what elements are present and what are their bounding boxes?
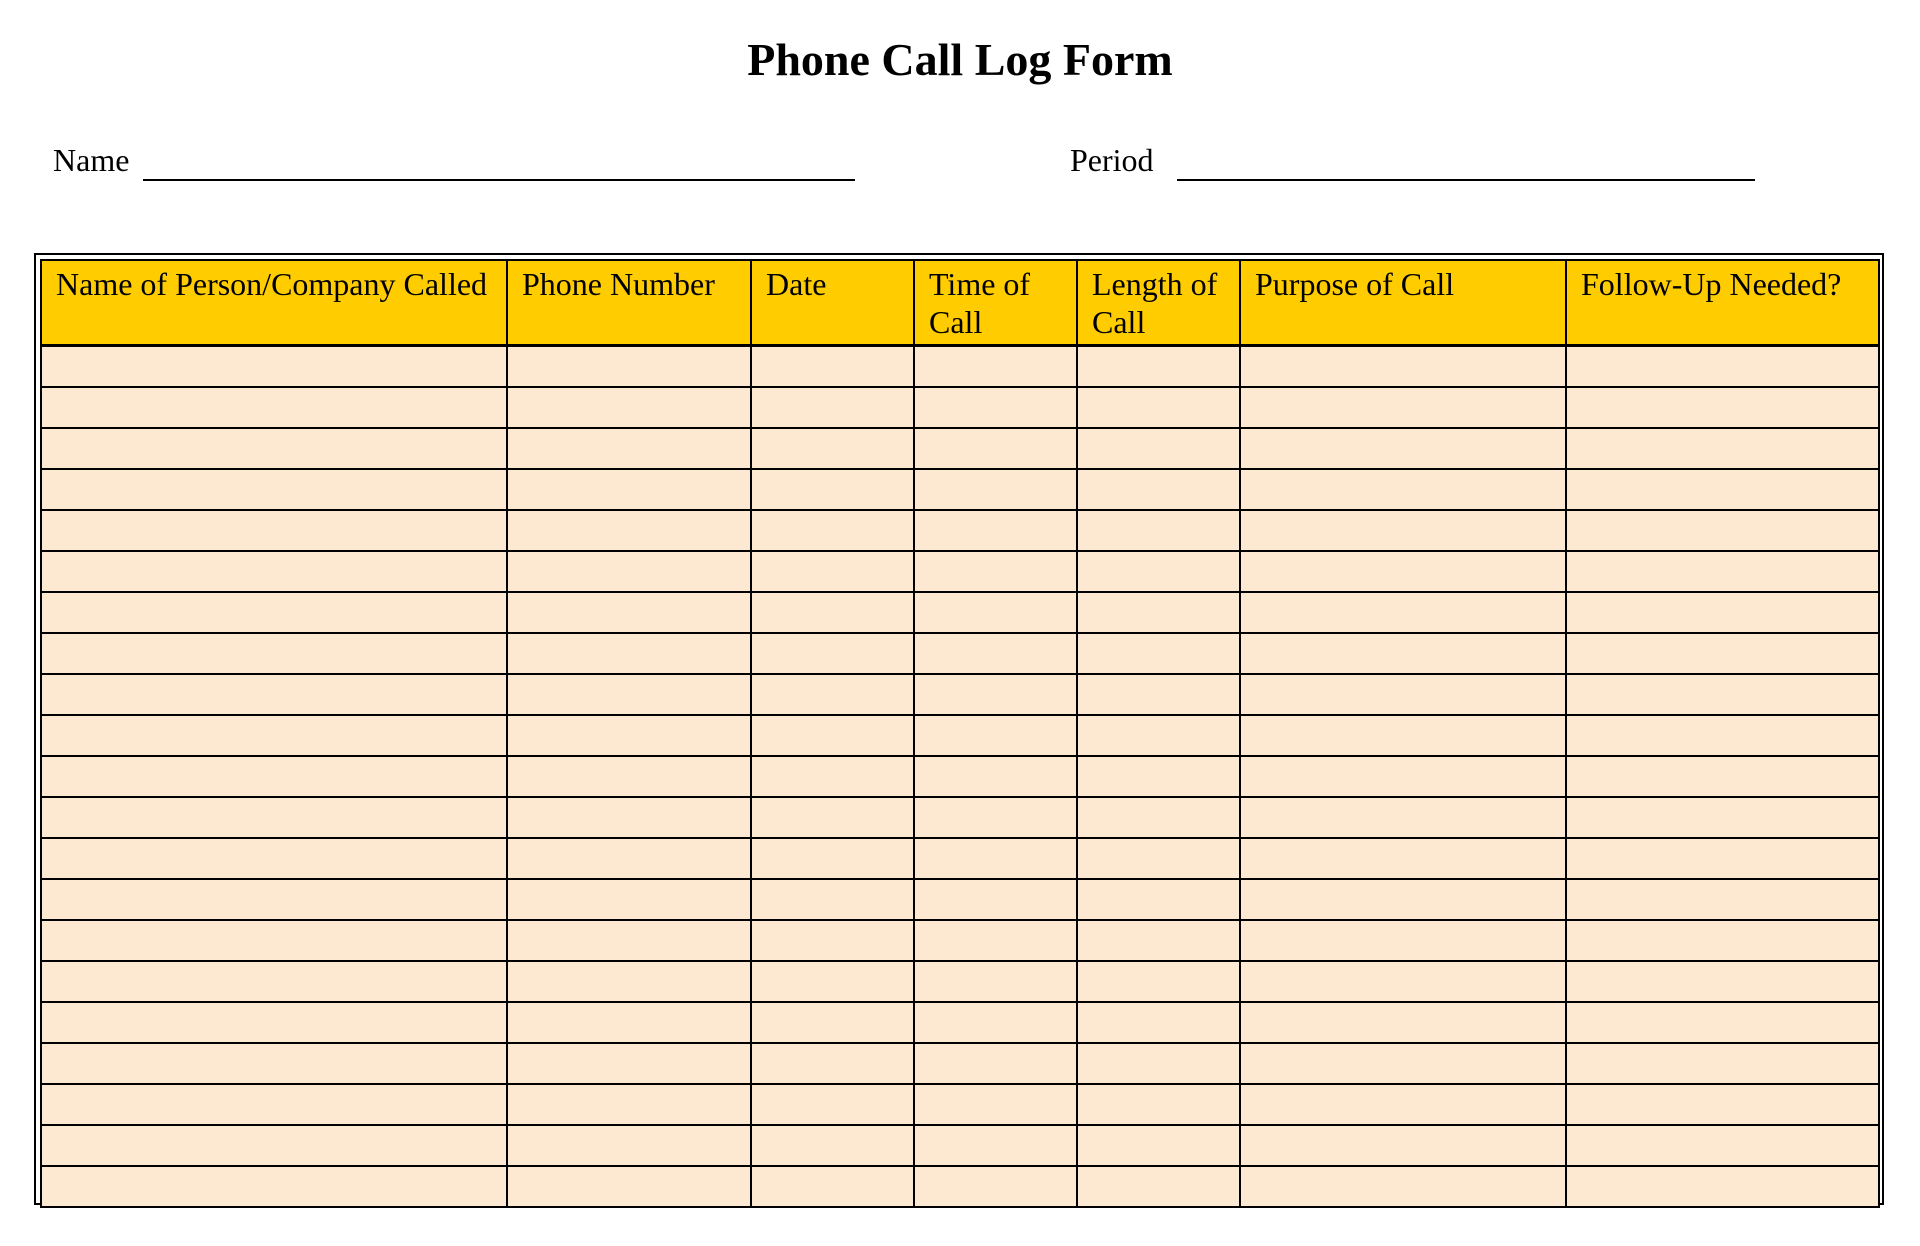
phone-cell[interactable] xyxy=(507,469,751,510)
table-row xyxy=(41,715,1879,756)
name-cell[interactable] xyxy=(41,879,507,920)
date-cell[interactable] xyxy=(751,633,914,674)
date-cell[interactable] xyxy=(751,346,914,388)
table-row xyxy=(41,428,1879,469)
time-cell[interactable] xyxy=(914,346,1077,388)
name-cell[interactable] xyxy=(41,551,507,592)
purpose-cell[interactable] xyxy=(1240,797,1566,838)
name-cell[interactable] xyxy=(41,1166,507,1207)
table-row xyxy=(41,756,1879,797)
period-label: Period xyxy=(1070,142,1154,178)
call-log-table xyxy=(40,259,1880,1208)
table-row xyxy=(41,551,1879,592)
purpose-cell[interactable] xyxy=(1240,469,1566,510)
date-cell[interactable] xyxy=(751,551,914,592)
name-cell[interactable] xyxy=(41,920,507,961)
time-cell[interactable] xyxy=(914,510,1077,551)
length-cell[interactable] xyxy=(1077,592,1240,633)
follow-up-cell[interactable] xyxy=(1566,920,1879,961)
phone-cell[interactable] xyxy=(507,756,751,797)
purpose-cell[interactable] xyxy=(1240,1043,1566,1084)
follow-up-cell[interactable] xyxy=(1566,1125,1879,1166)
table-row xyxy=(41,592,1879,633)
name-cell[interactable] xyxy=(41,387,507,428)
column-header-follow-up: Follow-Up Needed? xyxy=(1566,260,1879,346)
time-cell[interactable] xyxy=(914,674,1077,715)
follow-up-cell[interactable] xyxy=(1566,879,1879,920)
name-cell[interactable] xyxy=(41,1084,507,1125)
phone-cell[interactable] xyxy=(507,838,751,879)
name-cell[interactable] xyxy=(41,797,507,838)
follow-up-cell[interactable] xyxy=(1566,592,1879,633)
date-cell[interactable] xyxy=(751,920,914,961)
date-cell[interactable] xyxy=(751,592,914,633)
length-cell[interactable] xyxy=(1077,674,1240,715)
date-cell[interactable] xyxy=(751,1125,914,1166)
length-cell[interactable] xyxy=(1077,1084,1240,1125)
purpose-cell[interactable] xyxy=(1240,1125,1566,1166)
purpose-cell[interactable] xyxy=(1240,1002,1566,1043)
time-cell[interactable] xyxy=(914,428,1077,469)
time-cell[interactable] xyxy=(914,592,1077,633)
length-cell[interactable] xyxy=(1077,428,1240,469)
purpose-cell[interactable] xyxy=(1240,838,1566,879)
purpose-cell[interactable] xyxy=(1240,1084,1566,1125)
date-cell[interactable] xyxy=(751,715,914,756)
table-row xyxy=(41,879,1879,920)
time-cell[interactable] xyxy=(914,879,1077,920)
name-input-line[interactable] xyxy=(143,179,855,181)
purpose-cell[interactable] xyxy=(1240,920,1566,961)
time-cell[interactable] xyxy=(914,797,1077,838)
date-cell[interactable] xyxy=(751,510,914,551)
table-row xyxy=(41,387,1879,428)
length-cell[interactable] xyxy=(1077,551,1240,592)
follow-up-cell[interactable] xyxy=(1566,387,1879,428)
length-cell[interactable] xyxy=(1077,1125,1240,1166)
table-row xyxy=(41,1084,1879,1125)
purpose-cell[interactable] xyxy=(1240,1166,1566,1207)
purpose-cell[interactable] xyxy=(1240,346,1566,388)
name-cell[interactable] xyxy=(41,1043,507,1084)
name-cell[interactable] xyxy=(41,428,507,469)
length-cell[interactable] xyxy=(1077,1166,1240,1207)
time-cell[interactable] xyxy=(914,838,1077,879)
purpose-cell[interactable] xyxy=(1240,592,1566,633)
date-cell[interactable] xyxy=(751,428,914,469)
table-body xyxy=(41,346,1879,1208)
phone-cell[interactable] xyxy=(507,715,751,756)
name-cell[interactable] xyxy=(41,715,507,756)
follow-up-cell[interactable] xyxy=(1566,1166,1879,1207)
column-header-date: Date xyxy=(751,260,914,346)
purpose-cell[interactable] xyxy=(1240,715,1566,756)
page-title: Phone Call Log Form xyxy=(747,34,1173,85)
length-cell[interactable] xyxy=(1077,756,1240,797)
length-cell[interactable] xyxy=(1077,1002,1240,1043)
time-cell[interactable] xyxy=(914,1084,1077,1125)
time-cell[interactable] xyxy=(914,1125,1077,1166)
table-row xyxy=(41,346,1879,388)
follow-up-cell[interactable] xyxy=(1566,674,1879,715)
length-cell[interactable] xyxy=(1077,633,1240,674)
phone-cell[interactable] xyxy=(507,633,751,674)
name-cell[interactable] xyxy=(41,1002,507,1043)
follow-up-cell[interactable] xyxy=(1566,633,1879,674)
length-cell[interactable] xyxy=(1077,838,1240,879)
name-cell[interactable] xyxy=(41,961,507,1002)
purpose-cell[interactable] xyxy=(1240,633,1566,674)
time-cell[interactable] xyxy=(914,633,1077,674)
follow-up-cell[interactable] xyxy=(1566,715,1879,756)
name-cell[interactable] xyxy=(41,1125,507,1166)
phone-cell[interactable] xyxy=(507,920,751,961)
table-row xyxy=(41,633,1879,674)
follow-up-cell[interactable] xyxy=(1566,551,1879,592)
purpose-cell[interactable] xyxy=(1240,387,1566,428)
phone-cell[interactable] xyxy=(507,510,751,551)
table-row xyxy=(41,961,1879,1002)
purpose-cell[interactable] xyxy=(1240,428,1566,469)
phone-cell[interactable] xyxy=(507,1002,751,1043)
phone-cell[interactable] xyxy=(507,961,751,1002)
phone-cell[interactable] xyxy=(507,674,751,715)
purpose-cell[interactable] xyxy=(1240,510,1566,551)
table-row xyxy=(41,1125,1879,1166)
phone-cell[interactable] xyxy=(507,1125,751,1166)
table-header-row xyxy=(41,260,1879,346)
column-header-length: Length of Call xyxy=(1077,260,1240,346)
time-cell[interactable] xyxy=(914,756,1077,797)
phone-cell[interactable] xyxy=(507,1166,751,1207)
time-cell[interactable] xyxy=(914,1043,1077,1084)
date-cell[interactable] xyxy=(751,1043,914,1084)
column-header-name: Name of Person/Company Called xyxy=(41,260,507,346)
date-cell[interactable] xyxy=(751,797,914,838)
time-cell[interactable] xyxy=(914,961,1077,1002)
column-header-phone: Phone Number xyxy=(507,260,751,346)
date-cell[interactable] xyxy=(751,387,914,428)
date-cell[interactable] xyxy=(751,1166,914,1207)
date-cell[interactable] xyxy=(751,469,914,510)
phone-cell[interactable] xyxy=(507,592,751,633)
name-cell[interactable] xyxy=(41,510,507,551)
purpose-cell[interactable] xyxy=(1240,551,1566,592)
name-cell[interactable] xyxy=(41,756,507,797)
table-row xyxy=(41,1166,1879,1207)
follow-up-cell[interactable] xyxy=(1566,1002,1879,1043)
length-cell[interactable] xyxy=(1077,1043,1240,1084)
name-label: Name xyxy=(53,142,130,178)
name-field xyxy=(53,140,855,184)
length-cell[interactable] xyxy=(1077,346,1240,388)
time-cell[interactable] xyxy=(914,1166,1077,1207)
phone-cell[interactable] xyxy=(507,797,751,838)
name-cell[interactable] xyxy=(41,469,507,510)
follow-up-cell[interactable] xyxy=(1566,797,1879,838)
purpose-cell[interactable] xyxy=(1240,961,1566,1002)
name-cell[interactable] xyxy=(41,838,507,879)
table-row xyxy=(41,920,1879,961)
phone-cell[interactable] xyxy=(507,879,751,920)
length-cell[interactable] xyxy=(1077,715,1240,756)
follow-up-cell[interactable] xyxy=(1566,346,1879,388)
length-cell[interactable] xyxy=(1077,510,1240,551)
period-input-line[interactable] xyxy=(1177,179,1755,181)
length-cell[interactable] xyxy=(1077,797,1240,838)
time-cell[interactable] xyxy=(914,715,1077,756)
time-cell[interactable] xyxy=(914,1002,1077,1043)
follow-up-cell[interactable] xyxy=(1566,1043,1879,1084)
phone-cell[interactable] xyxy=(507,551,751,592)
phone-cell[interactable] xyxy=(507,387,751,428)
follow-up-cell[interactable] xyxy=(1566,510,1879,551)
date-cell[interactable] xyxy=(751,1002,914,1043)
length-cell[interactable] xyxy=(1077,387,1240,428)
date-cell[interactable] xyxy=(751,879,914,920)
table-row xyxy=(41,674,1879,715)
table-row xyxy=(41,1002,1879,1043)
time-cell[interactable] xyxy=(914,551,1077,592)
follow-up-cell[interactable] xyxy=(1566,428,1879,469)
table-row xyxy=(41,510,1879,551)
date-cell[interactable] xyxy=(751,961,914,1002)
time-cell[interactable] xyxy=(914,387,1077,428)
time-cell[interactable] xyxy=(914,469,1077,510)
length-cell[interactable] xyxy=(1077,920,1240,961)
name-cell[interactable] xyxy=(41,674,507,715)
date-cell[interactable] xyxy=(751,674,914,715)
follow-up-cell[interactable] xyxy=(1566,961,1879,1002)
table-row xyxy=(41,469,1879,510)
phone-cell[interactable] xyxy=(507,428,751,469)
time-cell[interactable] xyxy=(914,920,1077,961)
phone-cell[interactable] xyxy=(507,1084,751,1125)
date-cell[interactable] xyxy=(751,838,914,879)
name-cell[interactable] xyxy=(41,592,507,633)
phone-cell[interactable] xyxy=(507,346,751,388)
call-log-table-frame xyxy=(34,253,1884,1205)
date-cell[interactable] xyxy=(751,756,914,797)
phone-cell[interactable] xyxy=(507,1043,751,1084)
table-row xyxy=(41,838,1879,879)
purpose-cell[interactable] xyxy=(1240,674,1566,715)
follow-up-cell[interactable] xyxy=(1566,756,1879,797)
purpose-cell[interactable] xyxy=(1240,879,1566,920)
follow-up-cell[interactable] xyxy=(1566,838,1879,879)
length-cell[interactable] xyxy=(1077,961,1240,1002)
date-cell[interactable] xyxy=(751,1084,914,1125)
follow-up-cell[interactable] xyxy=(1566,469,1879,510)
period-field xyxy=(1070,140,1755,184)
table-row xyxy=(41,797,1879,838)
purpose-cell[interactable] xyxy=(1240,756,1566,797)
table-row xyxy=(41,1043,1879,1084)
name-cell[interactable] xyxy=(41,346,507,388)
column-header-purpose: Purpose of Call xyxy=(1240,260,1566,346)
follow-up-cell[interactable] xyxy=(1566,1084,1879,1125)
length-cell[interactable] xyxy=(1077,879,1240,920)
length-cell[interactable] xyxy=(1077,469,1240,510)
column-header-time: Time of Call xyxy=(914,260,1077,346)
name-cell[interactable] xyxy=(41,633,507,674)
